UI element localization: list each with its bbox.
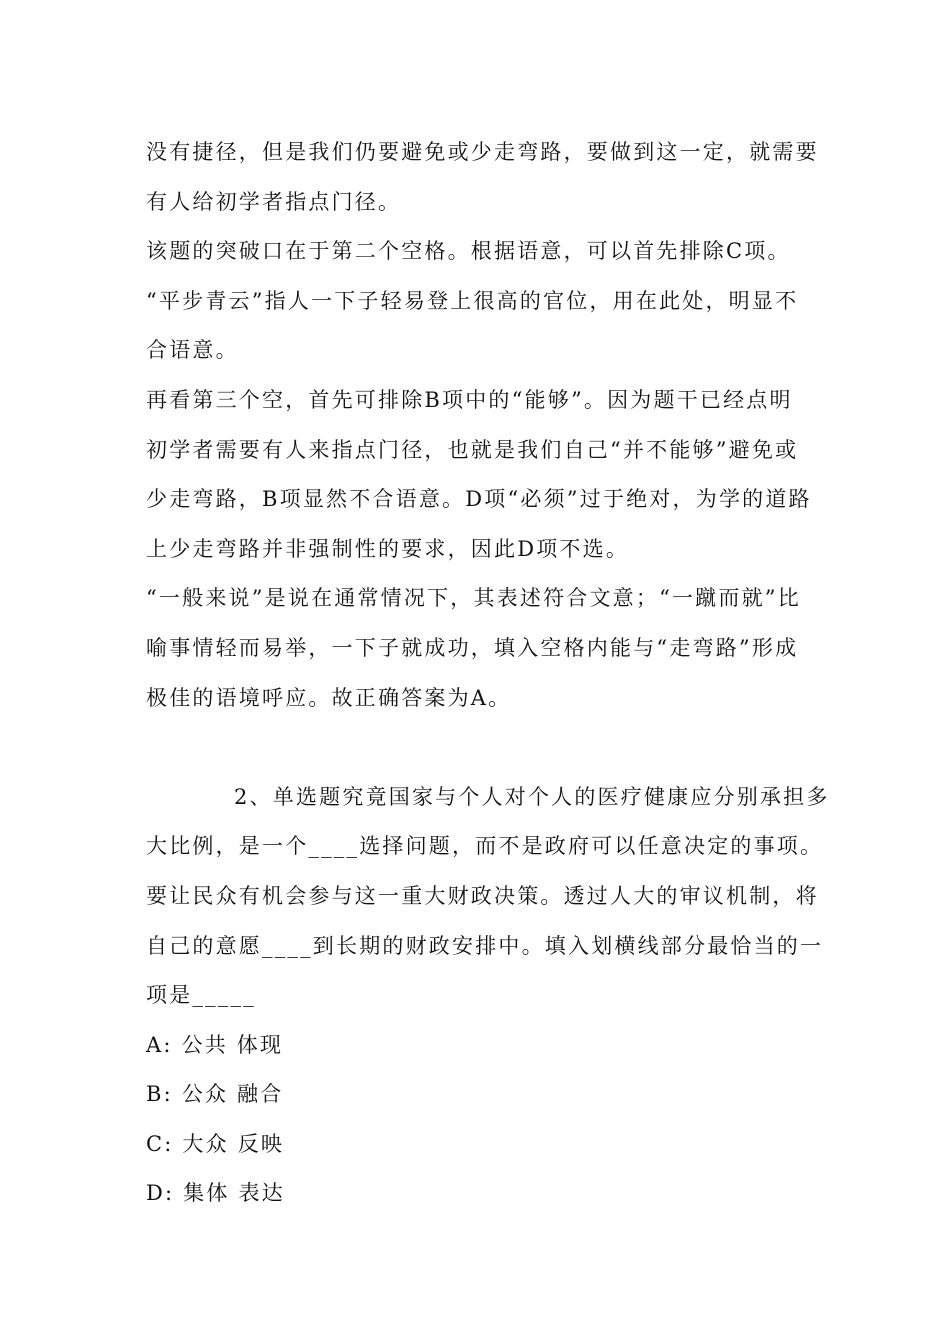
analysis-line: 合语意。 — [146, 338, 239, 363]
analysis-line: 有人给初学者指点门径。 — [146, 189, 402, 214]
analysis-line: 该题的突破口在于第二个空格。根据语意，可以首先排除C项。 — [146, 239, 791, 264]
question-stem-line: 2、单选题究竟国家与个人对个人的医疗健康应分别承担多 — [234, 784, 830, 809]
option-a: A: 公共 体现 — [146, 1032, 284, 1057]
analysis-line: “平步青云”指人一下子轻易登上很高的官位，用在此处，明显不 — [146, 288, 799, 313]
question-section — [146, 773, 830, 1219]
analysis-line: 没有捷径，但是我们仍要避免或少走弯路，要做到这一定，就需要 — [146, 140, 819, 164]
document-page — [146, 128, 830, 1219]
analysis-line: 上少走弯路并非强制性的要求，因此D项不选。 — [146, 536, 630, 561]
analysis-line: 喻事情轻而易举，一下子就成功，填入空格内能与“走弯路”形成 — [146, 635, 799, 660]
question-stem-line: 自己的意愿____到长期的财政安排中。填入划横线部分最恰当的一 — [146, 933, 824, 958]
option-c: C: 大众 反映 — [146, 1131, 285, 1156]
analysis-line: “一般来说”是说在通常情况下，其表述符合文意；“一蹴而就”比 — [146, 586, 801, 611]
analysis-line: 极佳的语境呼应。故正确答案为A。 — [146, 685, 512, 710]
analysis-line: 少走弯路，B项显然不合语意。D项“必须”过于绝对，为学的道路 — [146, 487, 812, 512]
option-d: D: 集体 表达 — [146, 1181, 285, 1206]
question-stem-line: 大比例，是一个____选择问题，而不是政府可以任意决定的事项。 — [146, 834, 824, 859]
section-spacer — [146, 723, 806, 773]
analysis-section — [146, 128, 819, 723]
option-b: B: 公众 融合 — [146, 1082, 284, 1107]
question-stem-line: 项是_____ — [146, 983, 256, 1008]
analysis-line: 再看第三个空，首先可排除B项中的“能够”。因为题干已经点明 — [146, 387, 793, 412]
analysis-line: 初学者需要有人来指点门径，也就是我们自己“并不能够”避免或 — [146, 437, 799, 462]
question-stem-line: 要让民众有机会参与这一重大财政决策。透过人大的审议机制，将 — [146, 883, 819, 908]
